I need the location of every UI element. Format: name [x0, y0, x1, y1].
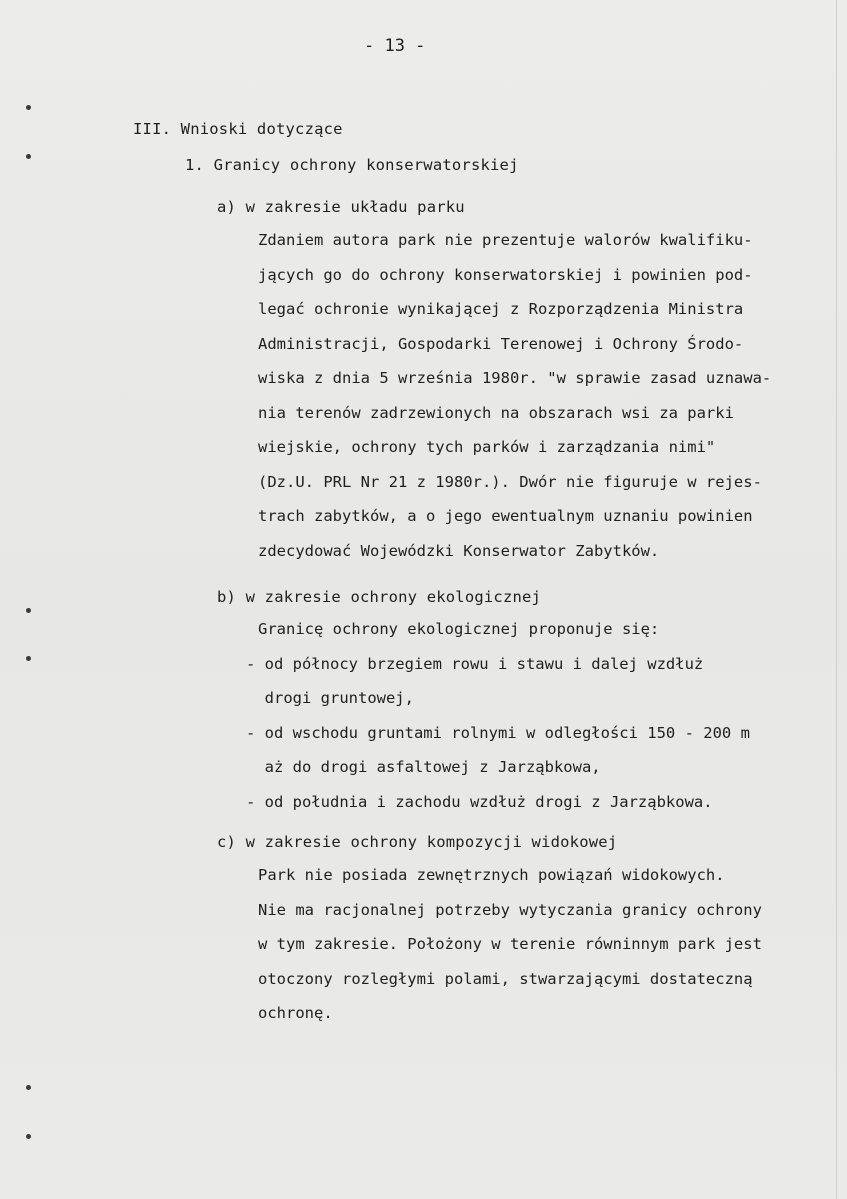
item-a-label: a) w zakresie układu parku	[217, 198, 465, 216]
binder-hole-1	[26, 105, 31, 110]
item-a-line-9: trach zabytków, a o jego ewentualnym uznaniu powinien	[258, 507, 753, 525]
binder-hole-6	[26, 1134, 31, 1139]
item-c-line-2: Nie ma racjonalnej potrzeby wytyczania granicy ochrony	[258, 900, 762, 919]
page-edge-line	[836, 0, 837, 1199]
item-c-line-3: w tym zakresie. Położony w terenie równinnym park jest	[258, 935, 762, 953]
page-number: - 13 -	[364, 36, 426, 56]
item-a-line-2: jących go do ochrony konserwatorskiej i powinien pod-	[258, 265, 753, 284]
item-b-line-2: - od północy brzegiem rowu i stawu i dalej wzdłuż	[246, 654, 704, 673]
item-a-line-8: (Dz.U. PRL Nr 21 z 1980r.). Dwór nie figuruje w rejes-	[258, 472, 762, 491]
item-b-body	[246, 622, 806, 829]
binder-hole-5	[26, 1085, 31, 1090]
binder-hole-2	[26, 154, 31, 159]
item-b-line-4: - od wschodu gruntami rolnymi w odległości 150 - 200 m	[246, 723, 750, 742]
item-b-label: b) w zakresie ochrony ekologicznej	[217, 588, 542, 606]
item-a-line-4: Administracji, Gospodarki Terenowej i Ochrony Środo-	[258, 334, 744, 353]
item-a-line-7: wiejskie, ochrony tych parków i zarządzania nimi"	[258, 438, 716, 456]
item-c-line-4: otoczony rozległymi polami, stwarzającymi dostateczną	[258, 969, 753, 988]
item-a-line-10: zdecydować Wojewódzki Konserwator Zabytków.	[258, 541, 660, 560]
item-b-line-3: drogi gruntowej,	[246, 689, 414, 707]
item-c-label: c) w zakresie ochrony kompozycji widokowej	[217, 833, 618, 851]
item-a-body	[258, 233, 818, 578]
section-heading: III. Wnioski dotyczące	[133, 120, 343, 138]
item-b-line-6: - od południa i zachodu wzdłuż drogi z Jarząbkowa.	[246, 792, 713, 811]
item-b-line-1: Granicę ochrony ekologicznej proponuje się:	[258, 620, 660, 638]
item-a-line-1: Zdaniem autora park nie prezentuje walorów kwalifiku-	[258, 231, 753, 249]
item-b-line-5: aż do drogi asfaltowej z Jarząbkowa,	[246, 758, 601, 776]
item-c-body	[258, 868, 818, 1041]
item-c-line-1: Park nie posiada zewnętrznych powiązań widokowych.	[258, 866, 725, 884]
item-a-line-3: legać ochronie wynikającej z Rozporządzenia Ministra	[258, 300, 744, 318]
subsection-heading: 1. Granicy ochrony konserwatorskiej	[185, 156, 519, 174]
item-c-line-5: ochronę.	[258, 1004, 333, 1022]
item-a-line-5: wiska z dnia 5 września 1980r. "w sprawie zasad uznawa-	[258, 369, 772, 387]
binder-hole-4	[26, 656, 31, 661]
binder-hole-3	[26, 608, 31, 613]
item-a-line-6: nia terenów zadrzewionych na obszarach wsi za parki	[258, 403, 734, 422]
